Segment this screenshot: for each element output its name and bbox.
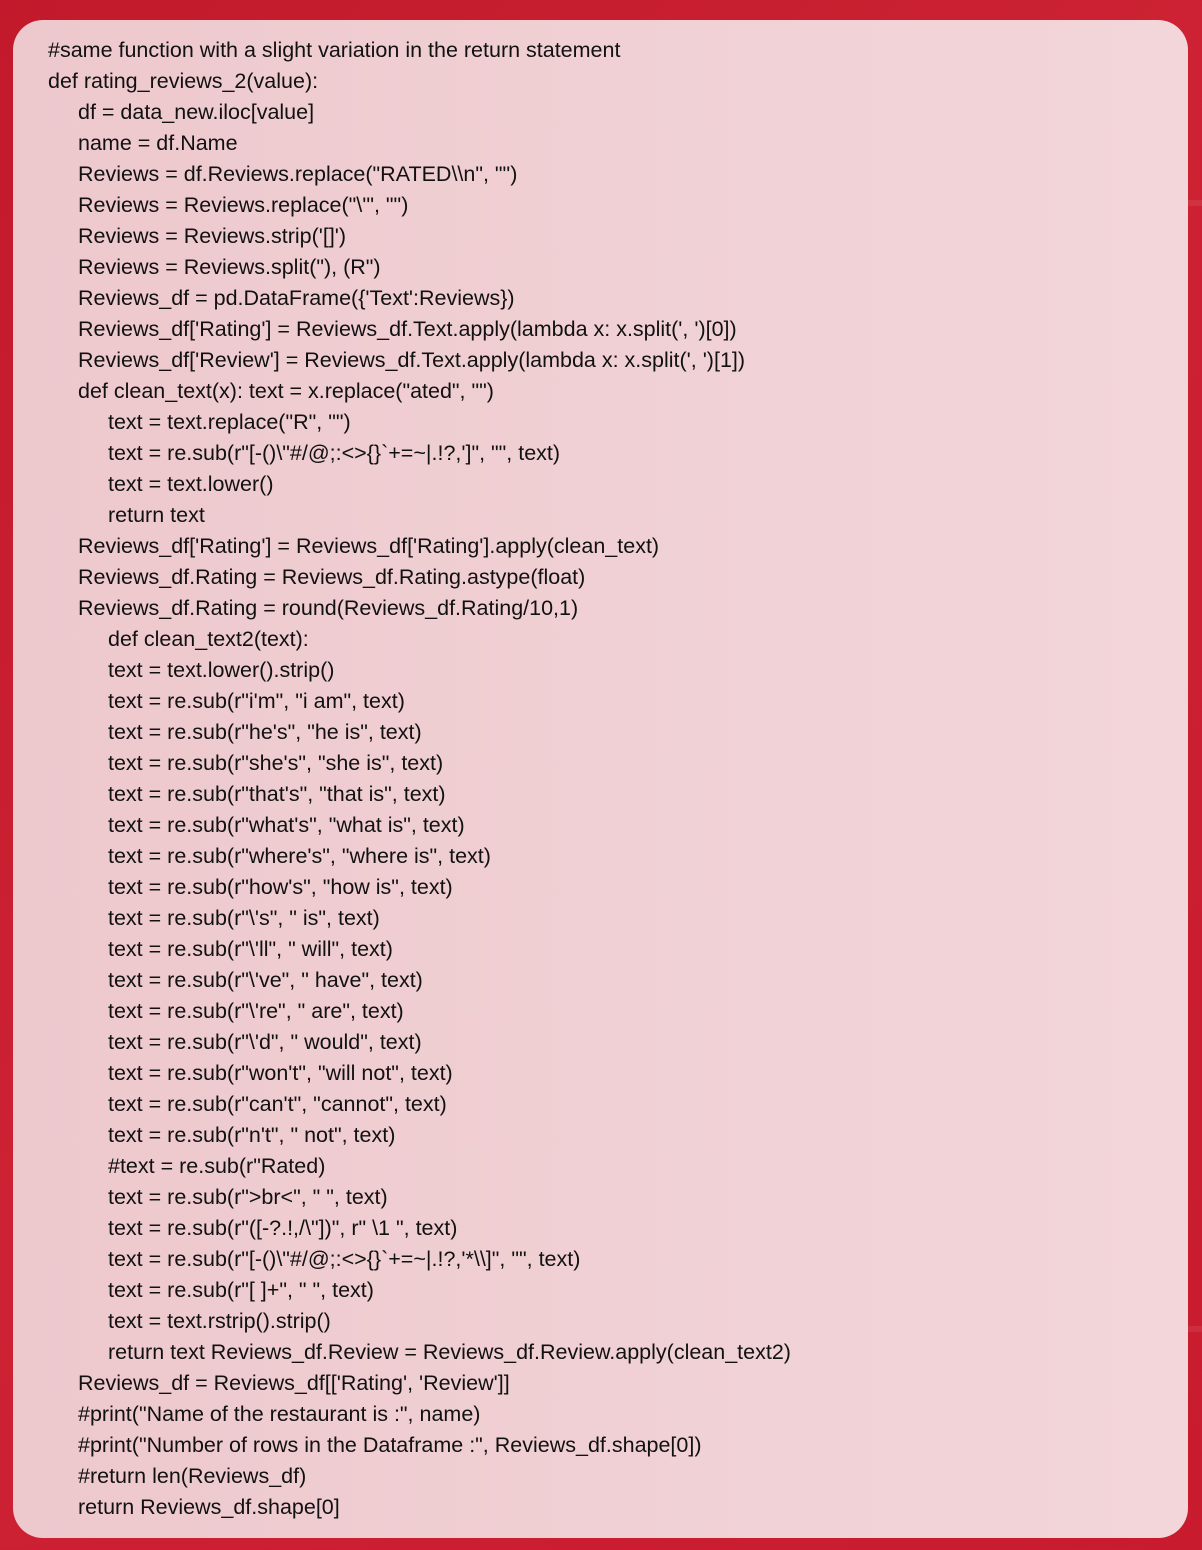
code-line: text = text.replace("R", "") — [108, 410, 351, 434]
code-line: name = df.Name — [78, 131, 238, 155]
code-line: text = re.sub(r"[ ]+", " ", text) — [108, 1278, 374, 1302]
code-line: #text = re.sub(r"Rated) — [108, 1154, 326, 1178]
code-block — [48, 35, 791, 1523]
code-line: text = re.sub(r"\'ll", " will", text) — [108, 937, 393, 961]
code-line: return text — [108, 503, 205, 527]
code-line: Reviews = Reviews.replace("\'", "") — [78, 193, 409, 217]
code-line: Reviews = Reviews.strip('[]') — [78, 224, 347, 248]
code-line: text = re.sub(r"\'s", " is", text) — [108, 906, 380, 930]
code-line: Reviews_df.Rating = round(Reviews_df.Rating/10,1) — [78, 596, 579, 620]
code-line: def clean_text(x): text = x.replace("ated", "") — [78, 379, 494, 403]
code-line: text = re.sub(r"how's", "how is", text) — [108, 875, 453, 899]
code-line: text = re.sub(r"\'d", " would", text) — [108, 1030, 422, 1054]
code-line: text = re.sub(r"([-?.!,/\"])", r" \1 ", text) — [108, 1216, 458, 1240]
code-line: text = re.sub(r"he's", "he is", text) — [108, 720, 422, 744]
code-line: text = re.sub(r"[-()\"#/@;:<>{}`+=~|.!?,']", "", text) — [108, 441, 561, 465]
code-line: Reviews_df = pd.DataFrame({'Text':Reviews}) — [78, 286, 515, 310]
code-line: text = re.sub(r"n't", " not", text) — [108, 1123, 396, 1147]
code-line: return Reviews_df.shape[0] — [78, 1495, 340, 1519]
code-line: return text Reviews_df.Review = Reviews_df.Review.apply(clean_text2) — [108, 1340, 791, 1364]
code-line: text = re.sub(r"she's", "she is", text) — [108, 751, 444, 775]
code-line: df = data_new.iloc[value] — [78, 100, 315, 124]
code-line: text = re.sub(r"can't", "cannot", text) — [108, 1092, 447, 1116]
code-line: #print("Number of rows in the Dataframe :", Reviews_df.shape[0]) — [78, 1433, 702, 1457]
code-line: def rating_reviews_2(value): — [48, 69, 319, 93]
code-panel — [13, 20, 1188, 1538]
code-line: #print("Name of the restaurant is :", name) — [78, 1402, 481, 1426]
code-line: Reviews = Reviews.split("), (R") — [78, 255, 381, 279]
code-line: text = re.sub(r"that's", "that is", text) — [108, 782, 446, 806]
code-line: text = re.sub(r"\'re", " are", text) — [108, 999, 404, 1023]
code-line: text = re.sub(r"where's", "where is", text) — [108, 844, 491, 868]
code-line: text = re.sub(r"i'm", "i am", text) — [108, 689, 405, 713]
code-line: text = text.rstrip().strip() — [108, 1309, 331, 1333]
code-line: text = text.lower() — [108, 472, 274, 496]
code-line: text = text.lower().strip() — [108, 658, 335, 682]
code-line: Reviews_df['Rating'] = Reviews_df.Text.apply(lambda x: x.split(', ')[0]) — [78, 317, 737, 341]
code-line: Reviews_df = Reviews_df[['Rating', 'Review']] — [78, 1371, 510, 1395]
code-line: text = re.sub(r"\'ve", " have", text) — [108, 968, 423, 992]
code-line: Reviews_df['Rating'] = Reviews_df['Rating'].apply(clean_text) — [78, 534, 660, 558]
code-line: text = re.sub(r"[-()\"#/@;:<>{}`+=~|.!?,'*\\]", "", text) — [108, 1247, 581, 1271]
code-line: text = re.sub(r"won't", "will not", text) — [108, 1061, 453, 1085]
code-line: Reviews_df['Review'] = Reviews_df.Text.apply(lambda x: x.split(', ')[1]) — [78, 348, 746, 372]
code-line: def clean_text2(text): — [108, 627, 309, 651]
code-line: text = re.sub(r">br<", " ", text) — [108, 1185, 388, 1209]
code-line: Reviews_df.Rating = Reviews_df.Rating.astype(float) — [78, 565, 586, 589]
code-line: #return len(Reviews_df) — [78, 1464, 307, 1488]
code-line: #same function with a slight variation in the return statement — [48, 38, 621, 62]
code-line: text = re.sub(r"what's", "what is", text) — [108, 813, 465, 837]
code-line: Reviews = df.Reviews.replace("RATED\\n", "") — [78, 162, 518, 186]
